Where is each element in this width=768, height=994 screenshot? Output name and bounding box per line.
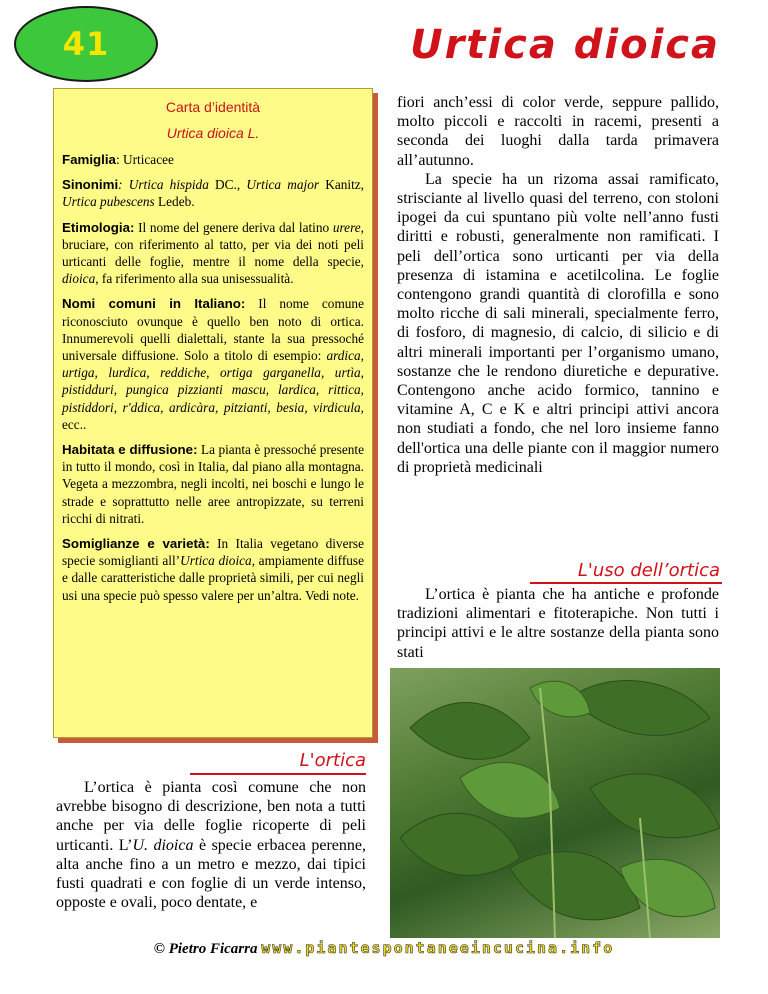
identity-card [53, 88, 373, 738]
right-paragraph-2: La specie ha un rizoma assai ramificato, strisciante al livello quasi del terreno, con stoloni ipogei da cui spuntano più volte nell’anno fusti diritti e robusti, generalmente non ramificati. I peli dell’ortica sono urticanti per via della presenza di istamina e acetilcolina. Le foglie contengono grandi quantità di clorofilla e sono molto ricche di sali minerali, specialmente ferro, di fosforo, di magnesio, di calcio, di silicio e di altri minerali importanti per l’organismo umano, sostanze che le rendono diuretiche e depurative. Contengono anche acido formico, tannino e vitamine A, C e K e altri principi attivi ancora non studiati a fondo, che nel loro insieme fanno dell'ortica una delle piante con il maggior numero di proprietà medicinali [397, 170, 719, 476]
identity-card-heading: Carta d’identità [165, 99, 261, 115]
somiglianze-label: Somiglianze e varietà: [62, 536, 210, 552]
right-paragraph-1: fiori anch’essi di color verde, seppure pallido, molto piccoli e raccolti in racemi, presenti a seconda dei luoghi dalla tarda primavera all’autunno. [397, 94, 719, 169]
right-column-text [397, 93, 719, 477]
famiglia-entry: Famiglia: Urticacee [62, 152, 174, 167]
section-rule-uso [530, 582, 722, 584]
sinonimi-entry: Sinonimi: Urtica hispida DC., Urtica major Kanitz, Urtica pubescens Ledeb. [62, 177, 364, 210]
nettle-leaves-illustration [390, 668, 720, 938]
habitat-label: Habitata e diffusione: [62, 442, 198, 458]
footer-site-link[interactable]: www.piantespontaneeincucina.info [261, 939, 615, 957]
etimologia-label: Etimologia: [62, 219, 135, 235]
nomi-comuni-entry: Nomi comuni in Italiano: Il nome comune riconosciuto ovunque è quello ben noto di ortica. Innumerevoli quelli dialettali, stante la sua pressoché universale diffusione. Solo a titolo di esempio: ardica, urtiga, lurdica, reddiche, ortiga garganella, urtìa, pistidduri, pungica pizzianti mascu, lardica, rittica, pistiddori, r'ddica, ardicàra, pitzianti, besia, virdicula, ecc.. [62, 296, 364, 432]
page-title: Urtica dioica [410, 22, 720, 68]
footer-author: © Pietro Ficarra [153, 941, 258, 957]
section-rule-ortica [190, 773, 366, 775]
nomi-comuni-label: Nomi comuni in Italiano: [62, 296, 246, 312]
page-number-badge [14, 6, 158, 82]
sinonimi-label: Sinonimi [62, 177, 119, 193]
footer [0, 939, 768, 958]
uso-paragraph: L’ortica è pianta che ha antiche e profonde tradizioni alimentari e fitoterapiche. Non tutti i principi attivi e le altre sostanze della pianta sono stati [397, 586, 719, 661]
ortica-paragraph: L’ortica è pianta così comune che non avrebbe bisogno di descrizione, ben nota a tutti anche per via delle foglie ricoperte di peli urticanti. L’U. dioica è specie erbacea perenne, alta anche fino a un metro e mezzo, dai tipici fusti quadrati e con foglie di un verde intenso, opposte e ovali, poco dentate, e [56, 779, 366, 912]
famiglia-label: Famiglia [62, 152, 116, 167]
page-number: 41 [62, 25, 110, 63]
ortica-text [56, 778, 366, 912]
section-title-uso: L'uso dell’ortica [577, 560, 720, 581]
nettle-photo [390, 668, 720, 938]
identity-card-species: Urtica dioica L. [166, 125, 260, 141]
habitat-entry: Habitata e diffusione: La pianta è pressoché presente in tutto il mondo, così in Italia, dal piano alla montagna. Vegeta a mezzombra, negli incolti, nei boschi e lungo le strade e soprattutto nelle aree antropizzate, su terreni ricchi di nitrati. [62, 442, 364, 526]
uso-text [397, 585, 719, 662]
etimologia-entry: Etimologia: Il nome del genere deriva dal latino urere, bruciare, con riferimento al tatto, per via dei noti peli urticanti delle foglie, mentre il nome della specie, dioica, fa riferimento alla sua unisessualità. [62, 219, 364, 287]
section-title-ortica: L'ortica [299, 750, 366, 771]
somiglianze-entry: Somiglianze e varietà: In Italia vegetano diverse specie somiglianti all’Urtica dioica, ampiamente diffuse e dalle caratteristiche dalle proprietà simili, per cui negli usi una specie può spesso valere per un’altra. Vedi note. [62, 536, 364, 603]
